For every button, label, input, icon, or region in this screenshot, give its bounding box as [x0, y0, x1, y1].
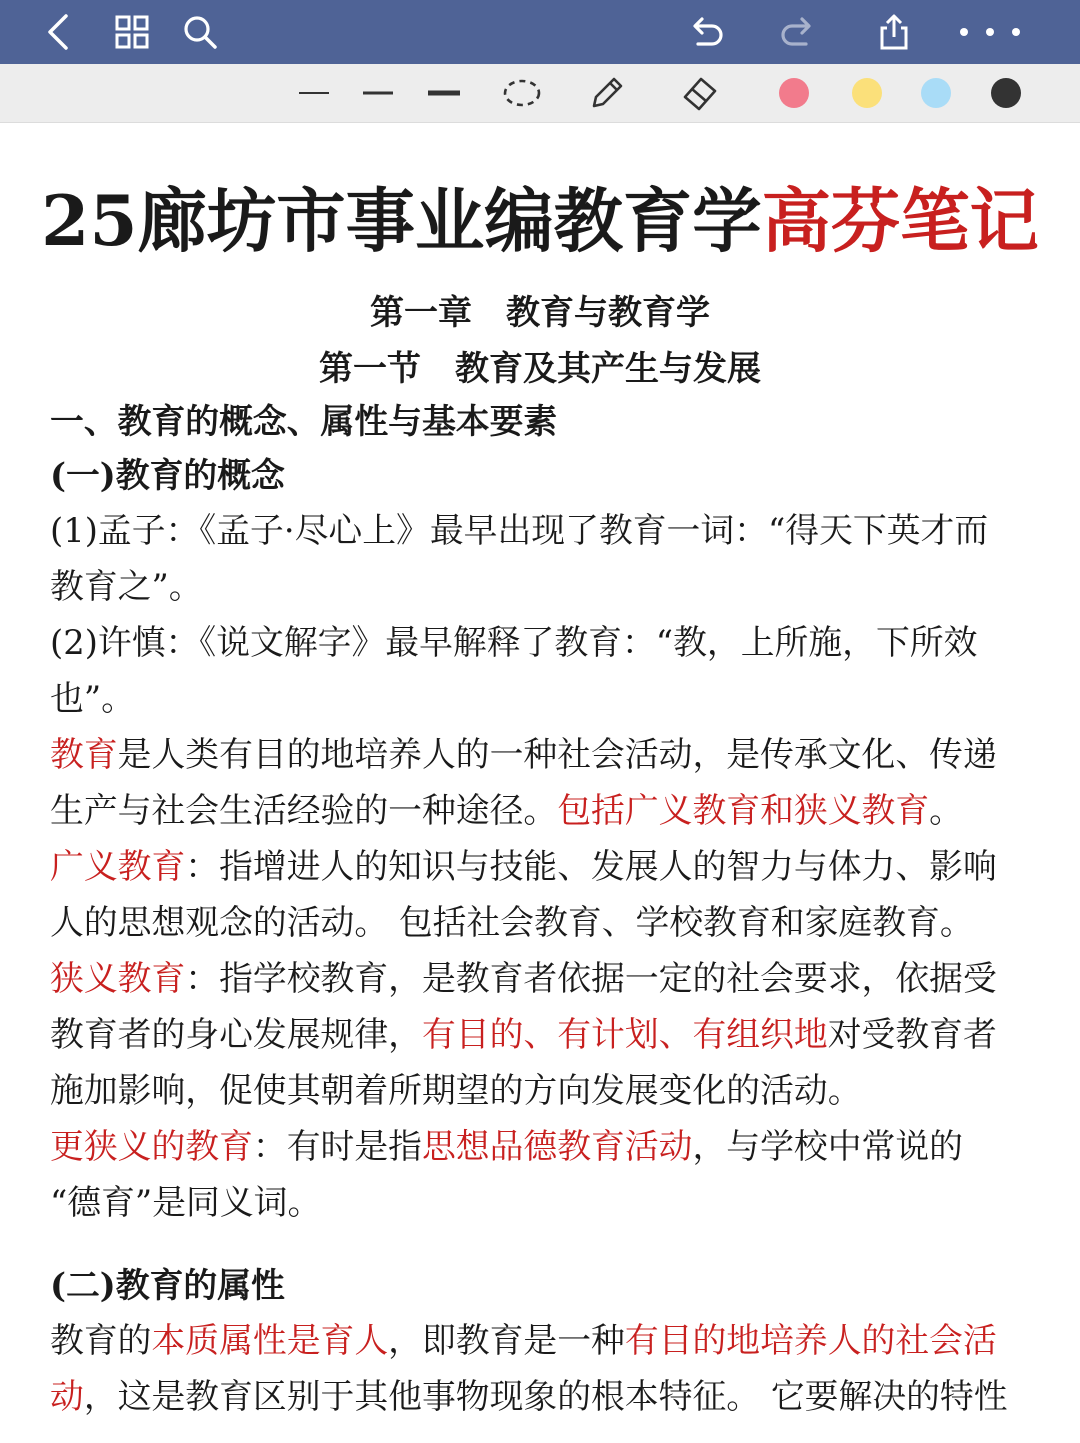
narrow-highlight: 有目的、有计划、有组织地: [421, 1015, 828, 1054]
search-icon: [182, 14, 218, 50]
broad-text: ：指增进人的知识与技能、发展人的智力与体力、影响: [185, 847, 997, 886]
thin-stroke-button[interactable]: [292, 71, 336, 115]
paragraph-mencius-line2: 教育之”。: [50, 567, 203, 606]
grid-icon: [114, 14, 150, 50]
paragraph-xushen-line1: (2)许慎：《说文解字》最早解释了教育：“教，上所施，下所效: [50, 623, 978, 662]
thin-stroke-icon: [299, 88, 329, 98]
paragraph-broad-line2: 人的思想观念的活动。 包括社会教育、学校教育和家庭教育。: [50, 903, 974, 942]
color-yellow-button[interactable]: [845, 71, 889, 115]
top-navigation-bar: [0, 0, 1080, 64]
medium-stroke-icon: [363, 88, 393, 98]
document-title: [0, 165, 1080, 265]
document-page[interactable]: [0, 123, 1080, 1443]
eraser-icon: [679, 73, 721, 113]
paragraph-narrower-line1: [50, 1125, 1040, 1169]
narrower-highlight: 思想品德教育活动: [421, 1127, 693, 1166]
paragraph-narrow-line1: [50, 957, 1040, 1001]
paragraph-mencius-line1: (1)孟子：《孟子·尽心上》最早出现了教育一词：“得天下英才而: [50, 511, 989, 550]
chapter-heading: 第一章 教育与教育学: [370, 293, 710, 333]
paragraph-definition-line1: [50, 733, 1040, 777]
attribute-highlight-2: 有目的地培养人的社会活: [624, 1321, 997, 1360]
more-icon: [954, 26, 1026, 38]
undo-button[interactable]: [682, 8, 730, 56]
lasso-button[interactable]: [500, 71, 544, 115]
term-narrow-education: 狭义教育: [50, 959, 186, 998]
paragraph-narrower-line2: “德育”是同义词。: [50, 1183, 322, 1222]
eraser-button[interactable]: [678, 71, 722, 115]
color-black-button[interactable]: [984, 71, 1028, 115]
heading-concept: (一)教育的概念: [50, 455, 285, 495]
section-heading: 第一节 教育及其产生与发展: [319, 349, 761, 389]
title-main: 25廊坊市事业编教育学: [41, 181, 762, 262]
paragraph-definition-line2: [50, 789, 1040, 833]
color-swatch-blue: [921, 78, 951, 108]
paragraph-attribute-line1: [50, 1319, 1040, 1363]
thick-stroke-button[interactable]: [422, 71, 466, 115]
paragraph-attribute-line2: [50, 1375, 1040, 1419]
color-blue-button[interactable]: [914, 71, 958, 115]
definition-end: 。: [929, 791, 963, 830]
title-highlight: 高芬笔记: [761, 181, 1039, 262]
more-button[interactable]: [950, 8, 1030, 56]
thick-stroke-icon: [428, 88, 460, 98]
attribute-text-3: ，这是教育区别于其他事物现象的根本特征。 它要解决的特性: [83, 1377, 1008, 1416]
narrower-text-2: ，与学校中常说的: [692, 1127, 963, 1166]
color-swatch-black: [991, 78, 1021, 108]
paragraph-narrow-line3: 施加影响，促使其朝着所期望的方向发展变化的活动。: [50, 1071, 862, 1110]
attribute-highlight-3: 动: [50, 1377, 84, 1416]
attribute-highlight: 本质属性是育人: [151, 1321, 389, 1360]
redo-icon: [778, 12, 818, 52]
color-swatch-yellow: [852, 78, 882, 108]
medium-stroke-button[interactable]: [356, 71, 400, 115]
thumbnails-button[interactable]: [108, 8, 156, 56]
term-education: 教育: [50, 735, 118, 774]
heading-attributes: (二)教育的属性: [50, 1265, 285, 1305]
color-pink-button[interactable]: [772, 71, 816, 115]
undo-icon: [686, 12, 726, 52]
back-button[interactable]: [34, 8, 82, 56]
definition-highlight: 包括广义教育和狭义教育: [557, 791, 930, 830]
pencil-button[interactable]: [584, 71, 628, 115]
paragraph-broad-line1: [50, 845, 1040, 889]
paragraph-narrow-line2: [50, 1013, 1040, 1057]
pencil-icon: [586, 73, 626, 113]
term-broad-education: 广义教育: [50, 847, 186, 886]
attribute-text-2: ，即教育是一种: [388, 1321, 625, 1360]
share-icon: [874, 12, 914, 52]
color-swatch-pink: [779, 78, 809, 108]
redo-button[interactable]: [774, 8, 822, 56]
narrower-text: ：有时是指: [252, 1127, 422, 1166]
narrow-text-3: 对受教育者: [827, 1015, 997, 1054]
term-narrower-education: 更狭义的教育: [50, 1127, 253, 1166]
definition-text-2: 生产与社会生活经验的一种途径。: [50, 791, 558, 830]
attribute-text: 教育的: [50, 1321, 152, 1360]
search-button[interactable]: [176, 8, 224, 56]
paragraph-xushen-line2: 也”。: [50, 679, 135, 718]
share-button[interactable]: [870, 8, 918, 56]
narrow-text-2: 教育者的身心发展规律，: [50, 1015, 422, 1054]
heading-level-1: 一、教育的概念、属性与基本要素: [50, 401, 558, 441]
lasso-icon: [502, 77, 542, 109]
definition-text: 是人类有目的地培养人的一种社会活动，是传承文化、传递: [117, 735, 997, 774]
narrow-text: ：指学校教育，是教育者依据一定的社会要求，依据受: [185, 959, 997, 998]
annotation-toolbar: [0, 64, 1080, 123]
back-icon: [42, 12, 74, 52]
